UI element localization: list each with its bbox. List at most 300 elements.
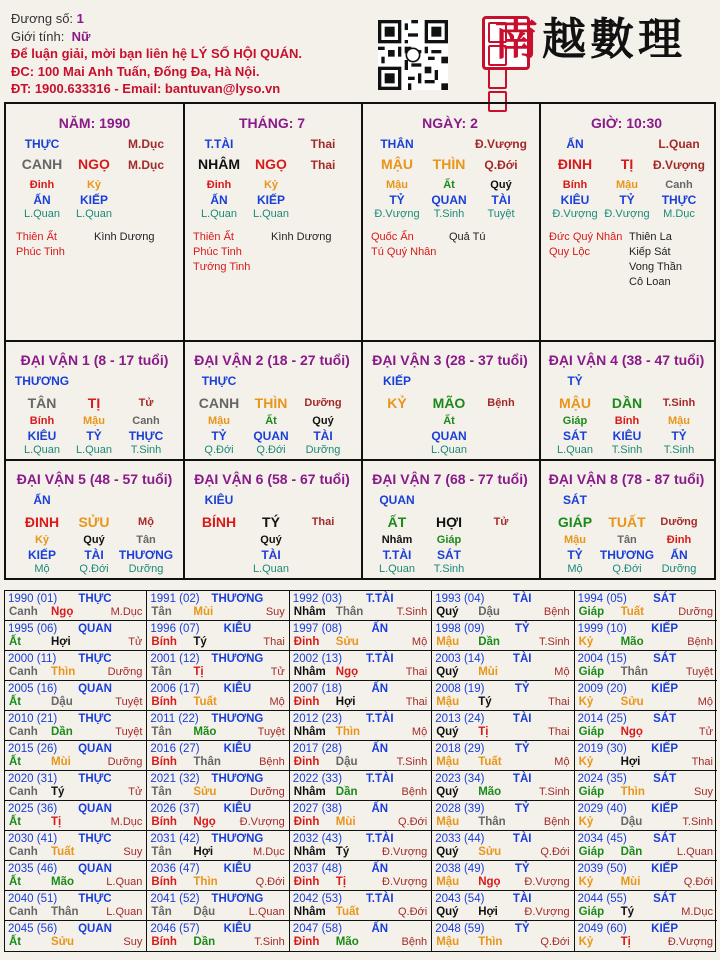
annual-branch: Tý xyxy=(620,906,635,918)
annual-god: THỰC xyxy=(78,713,112,725)
annual-branch: Sửu xyxy=(335,636,359,648)
annual-god: T.TÀI xyxy=(366,773,394,785)
annual-stem: Mậu xyxy=(436,756,460,768)
annual-phase: Dưỡng xyxy=(107,666,143,678)
pillar-cell xyxy=(361,104,539,340)
hidden-stem: Đinh xyxy=(29,179,55,191)
annual-phase: T.Sinh xyxy=(682,816,713,828)
annual-stem: Ất xyxy=(9,696,22,708)
brand-logo xyxy=(478,12,718,76)
annual-cell xyxy=(432,891,574,921)
annual-stem: Mậu xyxy=(436,876,460,888)
pillar-title: THÁNG: 7 xyxy=(238,115,306,131)
annual-god: SÁT xyxy=(653,593,677,605)
annual-phase: Q.Đới xyxy=(540,846,570,858)
annual-stem: Giáp xyxy=(578,786,605,798)
hidden-god: SÁT xyxy=(563,429,587,443)
hidden-god: TỶ xyxy=(86,429,102,443)
hidden-god: TỶ xyxy=(619,193,635,207)
pillar-stem-phase: M.Dục xyxy=(128,137,164,151)
hidden-stem: Canh xyxy=(132,415,160,427)
annual-phase: Tử xyxy=(698,726,713,738)
annual-year: 2036 (47) xyxy=(150,863,200,875)
annual-god: ẤN xyxy=(371,623,389,635)
star-left: Phúc Tinh xyxy=(16,246,65,258)
annual-cell xyxy=(575,921,717,951)
hidden-stem: Quý xyxy=(83,534,105,546)
annual-year: 1994 (05) xyxy=(577,593,627,605)
dai-van-cell xyxy=(6,461,183,578)
annual-god: KIÊU xyxy=(223,863,252,875)
dai-van-branch: TÝ xyxy=(262,514,280,530)
annual-cell xyxy=(290,591,432,621)
annual-god: THƯƠNG xyxy=(211,773,264,785)
dai-van-stem: ẤT xyxy=(387,514,407,530)
annual-god: T.TÀI xyxy=(366,653,394,665)
phone-email-line: ĐT: 1900.633316 - Email: bantuvan@lyso.vn xyxy=(11,81,281,96)
pillar-god: T.TÀI xyxy=(204,137,234,151)
dai-van-phase: Bệnh xyxy=(487,397,515,409)
annual-branch: Thìn xyxy=(620,786,645,798)
annual-branch: Mùi xyxy=(193,606,214,618)
annual-cell xyxy=(5,651,147,681)
annual-stem: Đinh xyxy=(293,936,320,948)
annual-branch: Mùi xyxy=(335,816,356,828)
pillar-stem: NHÂM xyxy=(198,156,240,172)
annual-cell xyxy=(290,921,432,951)
hidden-stem: Ất xyxy=(443,415,455,427)
annual-cell xyxy=(432,831,574,861)
star-right: Kiếp Sát xyxy=(629,246,671,258)
annual-cell xyxy=(575,711,717,741)
annual-god: SÁT xyxy=(653,773,677,785)
annual-phase: L.Quan xyxy=(106,876,143,888)
pillar-cell xyxy=(539,104,714,340)
dai-van-god: SÁT xyxy=(563,493,587,507)
annual-god: TỶ xyxy=(514,863,530,875)
annual-god: THỰC xyxy=(78,833,112,845)
dai-van-phase: Dưỡng xyxy=(660,516,698,528)
annual-cell xyxy=(5,891,147,921)
annual-phase: T.Sinh xyxy=(396,606,428,618)
annual-stem: Tân xyxy=(151,846,172,858)
hidden-stem: Bính xyxy=(562,179,588,191)
annual-cell xyxy=(147,921,289,951)
annual-stem: Ất xyxy=(9,756,22,768)
annual-year: 2013 (24) xyxy=(435,713,485,725)
hidden-god: TÀI xyxy=(491,193,511,207)
hidden-stem: Kỷ xyxy=(86,179,102,191)
annual-branch: Thân xyxy=(51,906,79,918)
annual-phase: Tuyệt xyxy=(685,666,713,678)
hidden-phase: L.Quan xyxy=(556,444,594,456)
annual-year: 2029 (40) xyxy=(577,803,627,815)
annual-phase: Q.Đới xyxy=(540,936,570,948)
annual-cell xyxy=(5,711,147,741)
annual-phase: Thai xyxy=(263,636,285,648)
annual-year: 1996 (07) xyxy=(150,623,200,635)
annual-god: KIẾP xyxy=(651,923,679,935)
hidden-god: QUAN xyxy=(431,193,467,207)
annual-phase: Suy xyxy=(265,606,285,618)
annual-branch: Thân xyxy=(193,756,221,768)
dai-van-cell xyxy=(183,461,361,578)
hidden-stem: Mậu xyxy=(386,179,408,191)
annual-phase: Tử xyxy=(128,786,143,798)
annual-branch: Ngọ xyxy=(620,726,643,738)
annual-stem: Kỷ xyxy=(578,756,594,768)
hidden-stem: Nhâm xyxy=(381,534,413,546)
annual-cell xyxy=(575,861,717,891)
star-right: Cô Loan xyxy=(629,276,671,288)
annual-stem: Giáp xyxy=(578,666,605,678)
annual-branch: Tuất xyxy=(51,846,75,858)
annual-year: 2041 (52) xyxy=(150,893,200,905)
annual-cell xyxy=(575,621,717,651)
hidden-stem: Mậu xyxy=(564,534,586,546)
annual-phase: Mộ xyxy=(554,666,570,678)
annual-cell xyxy=(147,801,289,831)
annual-cell xyxy=(432,921,574,951)
dai-van-title: ĐẠI VẬN 3 (28 - 37 tuổi) xyxy=(372,352,528,368)
annual-year: 2030 (41) xyxy=(8,833,58,845)
annual-year: 2025 (36) xyxy=(8,803,58,815)
annual-god: QUAN xyxy=(78,623,112,635)
annual-year: 2014 (25) xyxy=(577,713,627,725)
annual-year: 2016 (27) xyxy=(150,743,200,755)
pillar-branch: NGỌ xyxy=(255,156,287,172)
annual-cell xyxy=(5,591,147,621)
hidden-god: KIẾP xyxy=(27,548,57,562)
annual-phase: Dưỡng xyxy=(678,606,713,618)
annual-year: 1997 (08) xyxy=(292,623,343,635)
annual-stem: Bính xyxy=(151,636,177,648)
annual-cell xyxy=(5,771,147,801)
annual-year: 2012 (23) xyxy=(292,713,343,725)
annual-phase: Thai xyxy=(405,696,428,708)
annual-branch: Mão xyxy=(620,636,644,648)
annual-phase: Tử xyxy=(128,636,143,648)
hidden-phase: Mộ xyxy=(567,563,583,575)
annual-year: 1998 (09) xyxy=(435,623,485,635)
hidden-phase: Mộ xyxy=(34,563,50,575)
dai-van-cell xyxy=(6,342,183,459)
dai-van-stem: MẬU xyxy=(559,395,591,411)
annual-stem: Nhâm xyxy=(293,906,326,918)
annual-branch: Thân xyxy=(620,666,649,678)
pillar-god: THỰC xyxy=(24,137,60,151)
annual-year: 2023 (34) xyxy=(435,773,485,785)
annual-cell xyxy=(147,651,289,681)
annual-phase: Tử xyxy=(270,666,285,678)
annual-branch: Sửu xyxy=(478,846,502,858)
annual-god: KIÊU xyxy=(223,743,252,755)
qr-code-icon xyxy=(378,20,448,90)
annual-luck-table xyxy=(4,590,716,952)
annual-stem: Quý xyxy=(436,726,459,738)
star-left: Tú Quý Nhân xyxy=(371,246,437,258)
dai-van-god: TỶ xyxy=(567,374,583,388)
hidden-phase: Q.Đới xyxy=(256,444,286,456)
annual-cell xyxy=(290,891,432,921)
annual-cell xyxy=(5,681,147,711)
hidden-god: TỶ xyxy=(389,193,405,207)
annual-stem: Nhâm xyxy=(293,846,326,858)
pillar-stem: MẬU xyxy=(381,156,413,172)
hidden-phase: L.Quan xyxy=(200,208,238,220)
star-right: Kình Dương xyxy=(94,231,155,243)
annual-branch: Hợi xyxy=(193,846,214,858)
annual-god: KIÊU xyxy=(223,923,252,935)
dai-van-phase: T.Sinh xyxy=(662,397,696,409)
annual-phase: Bệnh xyxy=(543,816,570,828)
annual-stem: Nhâm xyxy=(293,666,326,678)
annual-phase: Mộ xyxy=(554,756,570,768)
annual-god: QUAN xyxy=(78,923,112,935)
hidden-stem: Đinh xyxy=(206,179,232,191)
annual-branch: Dậu xyxy=(620,816,643,828)
annual-stem: Giáp xyxy=(578,606,605,618)
hidden-stem: Mậu xyxy=(208,415,230,427)
pillar-branch-phase: Q.Đới xyxy=(484,158,518,172)
annual-branch: Thìn xyxy=(335,726,361,738)
annual-cell xyxy=(575,891,717,921)
annual-branch: Tị xyxy=(620,936,631,948)
contact-line: Để luận giải, mời bạn liên hệ LÝ SỐ HỘI QUÁN. xyxy=(11,46,302,61)
hidden-phase: L.Quan xyxy=(75,444,113,456)
annual-stem: Bính xyxy=(151,876,177,888)
annual-branch: Hợi xyxy=(620,756,641,768)
annual-branch: Ngọ xyxy=(193,816,216,828)
dai-van-god: ẤN xyxy=(33,493,51,507)
subject-number: Đương số: 1 xyxy=(11,11,84,26)
annual-stem: Kỷ xyxy=(578,816,594,828)
hidden-god: KIÊU xyxy=(612,429,642,443)
annual-cell xyxy=(147,891,289,921)
hidden-stem: Giáp xyxy=(562,415,588,427)
hidden-stem: Mậu xyxy=(668,415,690,427)
annual-cell xyxy=(432,711,574,741)
annual-branch: Dần xyxy=(335,786,358,798)
star-left: Thiên Ất xyxy=(16,231,57,243)
hidden-stem: Tân xyxy=(136,534,156,546)
annual-branch: Tuất xyxy=(193,696,217,708)
annual-stem: Tân xyxy=(151,666,172,678)
annual-stem: Canh xyxy=(9,726,38,738)
dai-van-phase: Thai xyxy=(311,516,335,528)
annual-branch: Tị xyxy=(478,726,489,738)
dai-van-god: KIẾP xyxy=(382,374,412,388)
annual-cell xyxy=(147,741,289,771)
annual-branch: Dần xyxy=(478,636,500,648)
annual-year: 2044 (55) xyxy=(577,893,627,905)
annual-god: KIÊU xyxy=(223,623,252,635)
annual-branch: Dậu xyxy=(478,606,500,618)
dai-van-title: ĐẠI VẬN 1 (8 - 17 tuổi) xyxy=(20,352,169,368)
annual-year: 2033 (44) xyxy=(435,833,485,845)
dai-van-god: KIÊU xyxy=(204,493,234,507)
annual-phase: Thai xyxy=(548,696,570,708)
pillar-branch-phase: Thai xyxy=(310,158,336,172)
annual-god: TỶ xyxy=(514,803,530,815)
hidden-god: TỶ xyxy=(671,429,687,443)
annual-year: 2047 (58) xyxy=(292,923,343,935)
annual-phase: Đ.Vượng xyxy=(382,876,428,888)
annual-god: SÁT xyxy=(653,833,677,845)
annual-year: 2028 (39) xyxy=(435,803,485,815)
annual-phase: Bệnh xyxy=(401,936,428,948)
annual-phase: T.Sinh xyxy=(254,936,285,948)
annual-cell xyxy=(432,591,574,621)
annual-stem: Mậu xyxy=(436,936,460,948)
hidden-god: KIẾP xyxy=(79,193,109,207)
annual-god: THƯƠNG xyxy=(211,713,264,725)
annual-branch: Tý xyxy=(51,786,65,798)
dai-van-title: ĐẠI VẬN 5 (48 - 57 tuổi) xyxy=(16,471,173,487)
hidden-god: KIÊU xyxy=(27,429,57,443)
annual-stem: Canh xyxy=(9,786,38,798)
annual-branch: Ngọ xyxy=(51,606,74,618)
hidden-god: T.TÀI xyxy=(382,548,412,562)
annual-stem: Quý xyxy=(436,786,459,798)
annual-stem: Tân xyxy=(151,906,172,918)
hidden-phase: T.Sinh xyxy=(433,208,465,220)
dai-van-stem: ĐINH xyxy=(24,514,60,530)
pillar-cell xyxy=(6,104,183,340)
annual-stem: Mậu xyxy=(436,696,460,708)
hidden-stem: Quý xyxy=(260,534,282,546)
hidden-phase: L.Quan xyxy=(252,208,290,220)
annual-god: T.TÀI xyxy=(366,593,394,605)
hidden-phase: L.Quan xyxy=(75,208,113,220)
annual-god: KIẾP xyxy=(651,623,679,635)
hidden-stem: Đinh xyxy=(666,534,692,546)
annual-stem: Kỷ xyxy=(578,696,594,708)
hidden-god: ẤN xyxy=(33,193,51,207)
annual-phase: L.Quan xyxy=(248,906,285,918)
pillar-stem-phase: L.Quan xyxy=(658,137,700,151)
dai-van-god: THƯƠNG xyxy=(14,374,70,388)
pillar-god: ẤN xyxy=(566,137,584,151)
annual-cell xyxy=(575,591,717,621)
annual-cell xyxy=(290,711,432,741)
annual-year: 2046 (57) xyxy=(150,923,200,935)
annual-stem: Canh xyxy=(9,906,38,918)
annual-year: 2009 (20) xyxy=(577,683,627,695)
annual-branch: Tý xyxy=(193,636,207,648)
pillar-title: NĂM: 1990 xyxy=(58,115,131,131)
dai-van-god: THỰC xyxy=(201,374,237,388)
annual-phase: Tuyệt xyxy=(115,696,143,708)
annual-year: 2017 (28) xyxy=(292,743,343,755)
annual-branch: Tý xyxy=(335,846,350,858)
dai-van-phase: Tử xyxy=(138,397,154,409)
annual-god: QUAN xyxy=(78,803,112,815)
dai-van-branch: TUẤT xyxy=(608,514,646,530)
annual-god: TÀI xyxy=(512,773,532,785)
annual-god: TÀI xyxy=(512,833,532,845)
annual-stem: Nhâm xyxy=(293,606,326,618)
hidden-god: TÀI xyxy=(84,548,104,562)
pillar-god: THÂN xyxy=(380,137,414,151)
annual-stem: Canh xyxy=(9,606,38,618)
dai-van-cell xyxy=(361,342,539,459)
dai-van-stem: CANH xyxy=(198,395,240,411)
annual-branch: Mão xyxy=(51,876,74,888)
hidden-stem: Mậu xyxy=(616,179,638,191)
annual-god: ẤN xyxy=(371,683,389,695)
annual-phase: Q.Đới xyxy=(255,876,285,888)
annual-branch: Dậu xyxy=(193,906,216,918)
hidden-phase: L.Quan xyxy=(23,208,61,220)
annual-god: T.TÀI xyxy=(366,713,394,725)
dai-van-branch: MÃO xyxy=(432,395,466,411)
annual-stem: Canh xyxy=(9,666,38,678)
annual-stem: Đinh xyxy=(293,876,320,888)
annual-cell xyxy=(290,651,432,681)
hidden-god: THỰC xyxy=(128,429,164,443)
hidden-god: ẤN xyxy=(210,193,228,207)
annual-branch: Tuất xyxy=(620,606,645,618)
annual-year: 2000 (11) xyxy=(8,653,57,665)
annual-phase: Đ.Vượng xyxy=(239,816,285,828)
pillar-branch-phase: M.Dục xyxy=(128,158,164,172)
annual-cell xyxy=(575,741,717,771)
annual-cell xyxy=(290,771,432,801)
annual-cell xyxy=(147,621,289,651)
annual-year: 2001 (12) xyxy=(150,653,200,665)
annual-stem: Tân xyxy=(151,606,172,618)
annual-year: 2010 (21) xyxy=(8,713,58,725)
annual-god: KIẾP xyxy=(651,683,679,695)
annual-branch: Mùi xyxy=(51,756,71,768)
annual-phase: M.Dục xyxy=(110,816,143,828)
annual-cell xyxy=(147,591,289,621)
annual-phase: Q.Đới xyxy=(397,816,428,828)
annual-stem: Tân xyxy=(151,786,172,798)
dai-van-stem: TÂN xyxy=(27,395,57,411)
annual-branch: Mão xyxy=(478,786,502,798)
hidden-phase: Đ.Vượng xyxy=(552,208,598,220)
annual-year: 2038 (49) xyxy=(435,863,485,875)
hidden-phase: T.Sinh xyxy=(433,563,465,575)
pillar-stem-phase: Thai xyxy=(310,137,336,151)
annual-cell xyxy=(5,801,147,831)
hidden-god: SÁT xyxy=(437,548,461,562)
annual-phase: Mộ xyxy=(697,696,713,708)
annual-god: KIẾP xyxy=(651,743,679,755)
annual-phase: Bệnh xyxy=(259,756,285,768)
annual-god: TỶ xyxy=(514,923,530,935)
annual-branch: Mùi xyxy=(478,666,498,678)
annual-branch: Ngọ xyxy=(478,876,501,888)
annual-stem: Quý xyxy=(436,666,459,678)
annual-cell xyxy=(575,771,717,801)
annual-branch: Dậu xyxy=(335,756,358,768)
annual-cell xyxy=(575,801,717,831)
annual-god: ẤN xyxy=(371,923,389,935)
annual-god: THƯƠNG xyxy=(211,593,264,605)
annual-year: 2037 (48) xyxy=(292,863,343,875)
annual-stem: Bính xyxy=(151,816,177,828)
annual-cell xyxy=(147,771,289,801)
annual-cell xyxy=(290,741,432,771)
star-left: Quốc Ấn xyxy=(371,231,414,243)
hidden-stem: Bính xyxy=(614,415,640,427)
annual-year: 1999 (10) xyxy=(577,623,627,635)
annual-phase: Đ.Vượng xyxy=(382,846,428,858)
annual-phase: T.Sinh xyxy=(396,756,428,768)
